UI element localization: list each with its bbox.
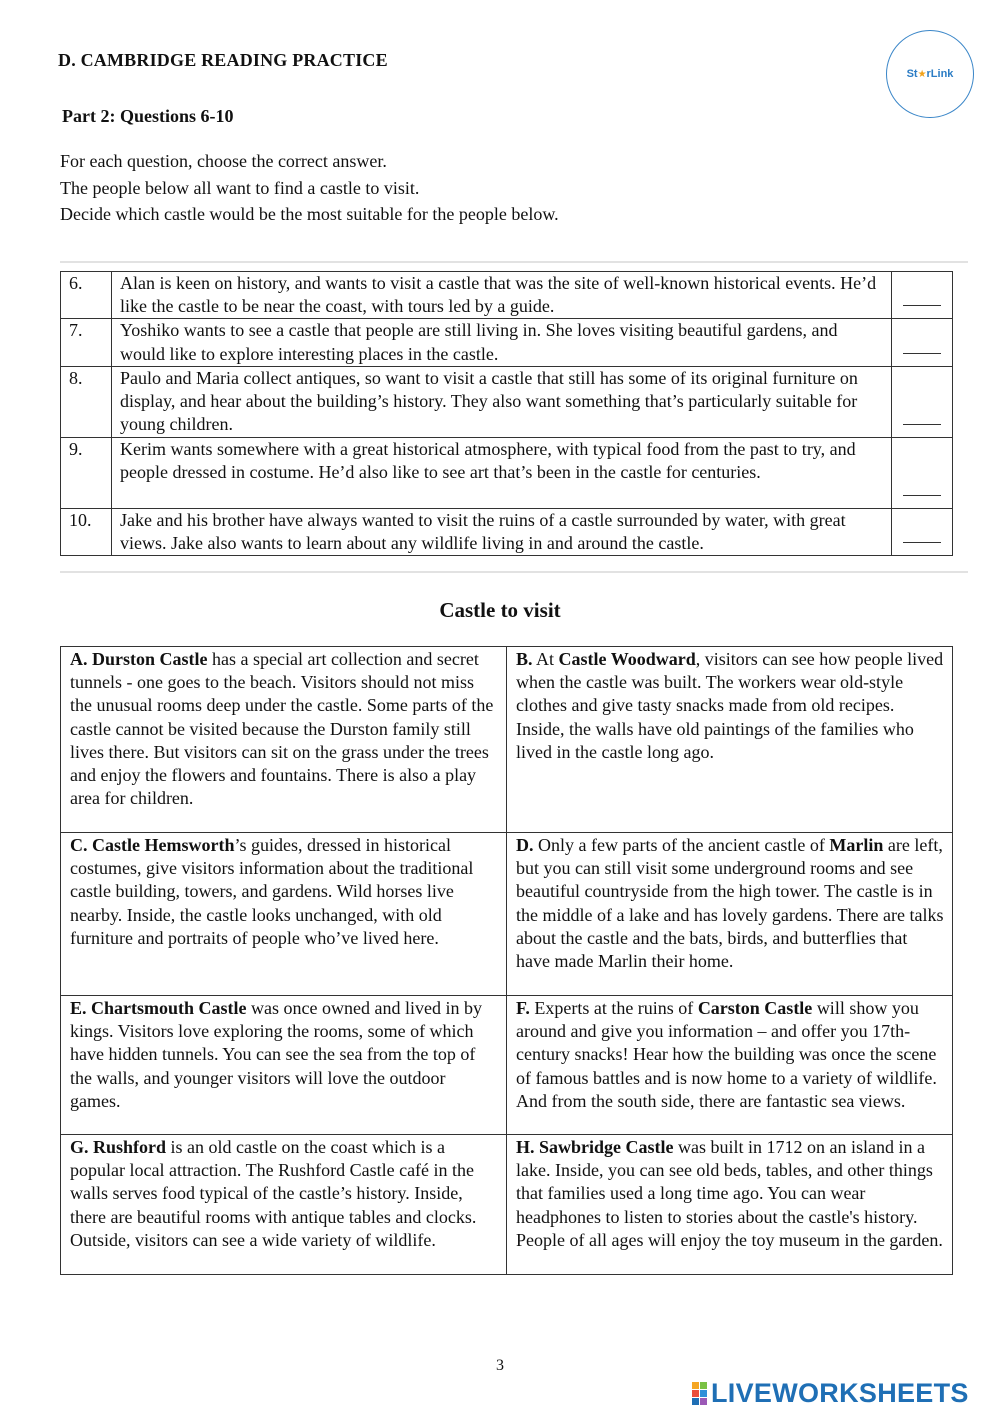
castle-description: , visitors can see how people lived when the castle was built. The workers wear old-style clothes and give tasty snacks made from old recipes. Inside, the walls have old paintings of the families who lived in the castle long ago. bbox=[516, 649, 944, 762]
castles-heading: Castle to visit bbox=[439, 598, 561, 622]
answer-blank[interactable] bbox=[892, 366, 953, 437]
castle-name: A. Durston Castle bbox=[70, 649, 208, 669]
castle-cell-d bbox=[507, 833, 953, 996]
question-number: 8. bbox=[61, 366, 112, 437]
question-number: 9. bbox=[61, 437, 112, 508]
question-row bbox=[61, 319, 953, 366]
part-title: Part 2: Questions 6-10 bbox=[62, 106, 234, 126]
question-row bbox=[61, 366, 953, 437]
question-text: Alan is keen on history, and wants to visit a castle that was the site of well-known historical events. He’d like the castle to be near the coast, with tours led by a guide. bbox=[112, 272, 892, 319]
question-row bbox=[61, 272, 953, 319]
castle-description: was built in 1712 on an island in a lake. Inside, you can see old beds, tables, and other things that families used a long time ago. You can wear headphones to listen to stories about the castle's history. People of all ages will enjoy the toy museum in the garden. bbox=[516, 1137, 943, 1250]
castle-name: G. Rushford bbox=[70, 1137, 167, 1157]
castle-letter: F. bbox=[516, 998, 530, 1018]
divider bbox=[60, 261, 968, 263]
question-text: Jake and his brother have always wanted to visit the ruins of a castle surrounded by water, with great views. Jake also wants to learn about any wildlife living in and around the castle. bbox=[112, 508, 892, 555]
brand-text: LIVEWORKSHEETS bbox=[711, 1377, 969, 1408]
question-text: Kerim wants somewhere with a great historical atmosphere, with typical food from the past to try, and people dressed in costume. He’d also like to see art that’s been in the castle for centuries. bbox=[112, 437, 892, 508]
instructions bbox=[60, 148, 559, 228]
answer-blank[interactable] bbox=[892, 437, 953, 508]
castle-description: will show you around and give you information – and offer you 17th-century snacks! Hear how the building was once the scene of famous battles and is now home to a variety of wildlife. And from the south side, there are fantastic sea views. bbox=[516, 998, 937, 1111]
castle-cell-f bbox=[507, 996, 953, 1135]
divider bbox=[60, 571, 968, 573]
question-number: 10. bbox=[61, 508, 112, 555]
answer-blank[interactable] bbox=[892, 508, 953, 555]
instruction-line: For each question, choose the correct answer. bbox=[60, 151, 387, 171]
castle-cell-a bbox=[61, 647, 507, 833]
castle-cell-g bbox=[61, 1135, 507, 1275]
castle-letter: B. bbox=[516, 649, 533, 669]
question-text: Yoshiko wants to see a castle that people are still living in. She loves visiting beautiful gardens, and would like to explore interesting places in the castle. bbox=[112, 319, 892, 366]
castle-cell-b bbox=[507, 647, 953, 833]
page-number: 3 bbox=[496, 1357, 504, 1374]
castle-text: Only a few parts of the ancient castle of bbox=[533, 835, 830, 855]
castle-description: is an old castle on the coast which is a popular local attraction. The Rushford Castle café in the walls serves food typical of the castle’s history. Inside, there are beautiful rooms with antique tables and clocks. Outside, visitors can see a wide variety of wildlife. bbox=[70, 1137, 477, 1250]
castle-description: are left, but you can still visit some underground rooms and see beautiful countryside from the high tower. The castle is in the middle of a lake and has lovely gardens. There are talks about the castle and the bats, birds, and butterflies that have made Marlin their home. bbox=[516, 835, 944, 972]
castle-letter: D. bbox=[516, 835, 534, 855]
question-row bbox=[61, 437, 953, 508]
question-text: Paulo and Maria collect antiques, so want to visit a castle that still has some of its original furniture on display, and hear about the building’s history. They also want something that’s particularly suitable for young children. bbox=[112, 366, 892, 437]
logo-text bbox=[907, 68, 954, 80]
section-title: D. CAMBRIDGE READING PRACTICE bbox=[58, 50, 388, 70]
answer-blank[interactable] bbox=[892, 272, 953, 319]
castles-table bbox=[60, 646, 953, 1275]
starlink-logo bbox=[886, 30, 974, 118]
answer-blank[interactable] bbox=[892, 319, 953, 366]
castle-name: E. Chartsmouth Castle bbox=[70, 998, 247, 1018]
instruction-line: Decide which castle would be the most suitable for the people below. bbox=[60, 204, 559, 224]
questions-table bbox=[60, 271, 953, 556]
castle-description: has a special art collection and secret tunnels - one goes to the beach. Visitors should not miss the unusual rooms deep under the castle. Some parts of the castle cannot be visited because the Durston family still lives there. But visitors can sit on the grass under the trees and enjoy the flowers and fountains. There is also a play area for children. bbox=[70, 649, 494, 809]
liveworksheets-brand[interactable] bbox=[692, 1378, 969, 1408]
castle-name: Castle Woodward bbox=[558, 649, 696, 669]
castle-row bbox=[61, 833, 953, 996]
castle-cell-e bbox=[61, 996, 507, 1135]
castle-name: H. Sawbridge Castle bbox=[516, 1137, 674, 1157]
star-icon: ★ bbox=[917, 69, 927, 80]
question-row bbox=[61, 508, 953, 555]
castle-row bbox=[61, 996, 953, 1135]
castle-description: was once owned and lived in by kings. Visitors love exploring the rooms, some of which have hidden tunnels. You can see the sea from the top of the walls, and younger visitors will love the outdoor games. bbox=[70, 998, 482, 1111]
castle-name: Carston Castle bbox=[697, 998, 813, 1018]
castle-cell-c bbox=[61, 833, 507, 996]
castle-text: At bbox=[532, 649, 559, 669]
castle-row bbox=[61, 1135, 953, 1275]
castle-text: Experts at the ruins of bbox=[529, 998, 698, 1018]
castle-row bbox=[61, 647, 953, 833]
question-number: 7. bbox=[61, 319, 112, 366]
instruction-line: The people below all want to find a castle to visit. bbox=[60, 177, 420, 198]
logo-text-after: rLink bbox=[926, 68, 954, 80]
castle-description: ’s guides, dressed in historical costumes, give visitors information about the traditional castle building, towers, and gardens. Wild horses live nearby. Inside, the castle looks unchanged, with old furniture and portraits of people who’ve lived here. bbox=[70, 835, 474, 948]
liveworksheets-icon bbox=[692, 1382, 707, 1405]
logo-text-before: St bbox=[906, 68, 918, 80]
castle-name: Marlin bbox=[829, 835, 884, 855]
castle-cell-h bbox=[507, 1135, 953, 1275]
castle-name: C. Castle Hemsworth bbox=[70, 835, 235, 855]
question-number: 6. bbox=[61, 272, 112, 319]
